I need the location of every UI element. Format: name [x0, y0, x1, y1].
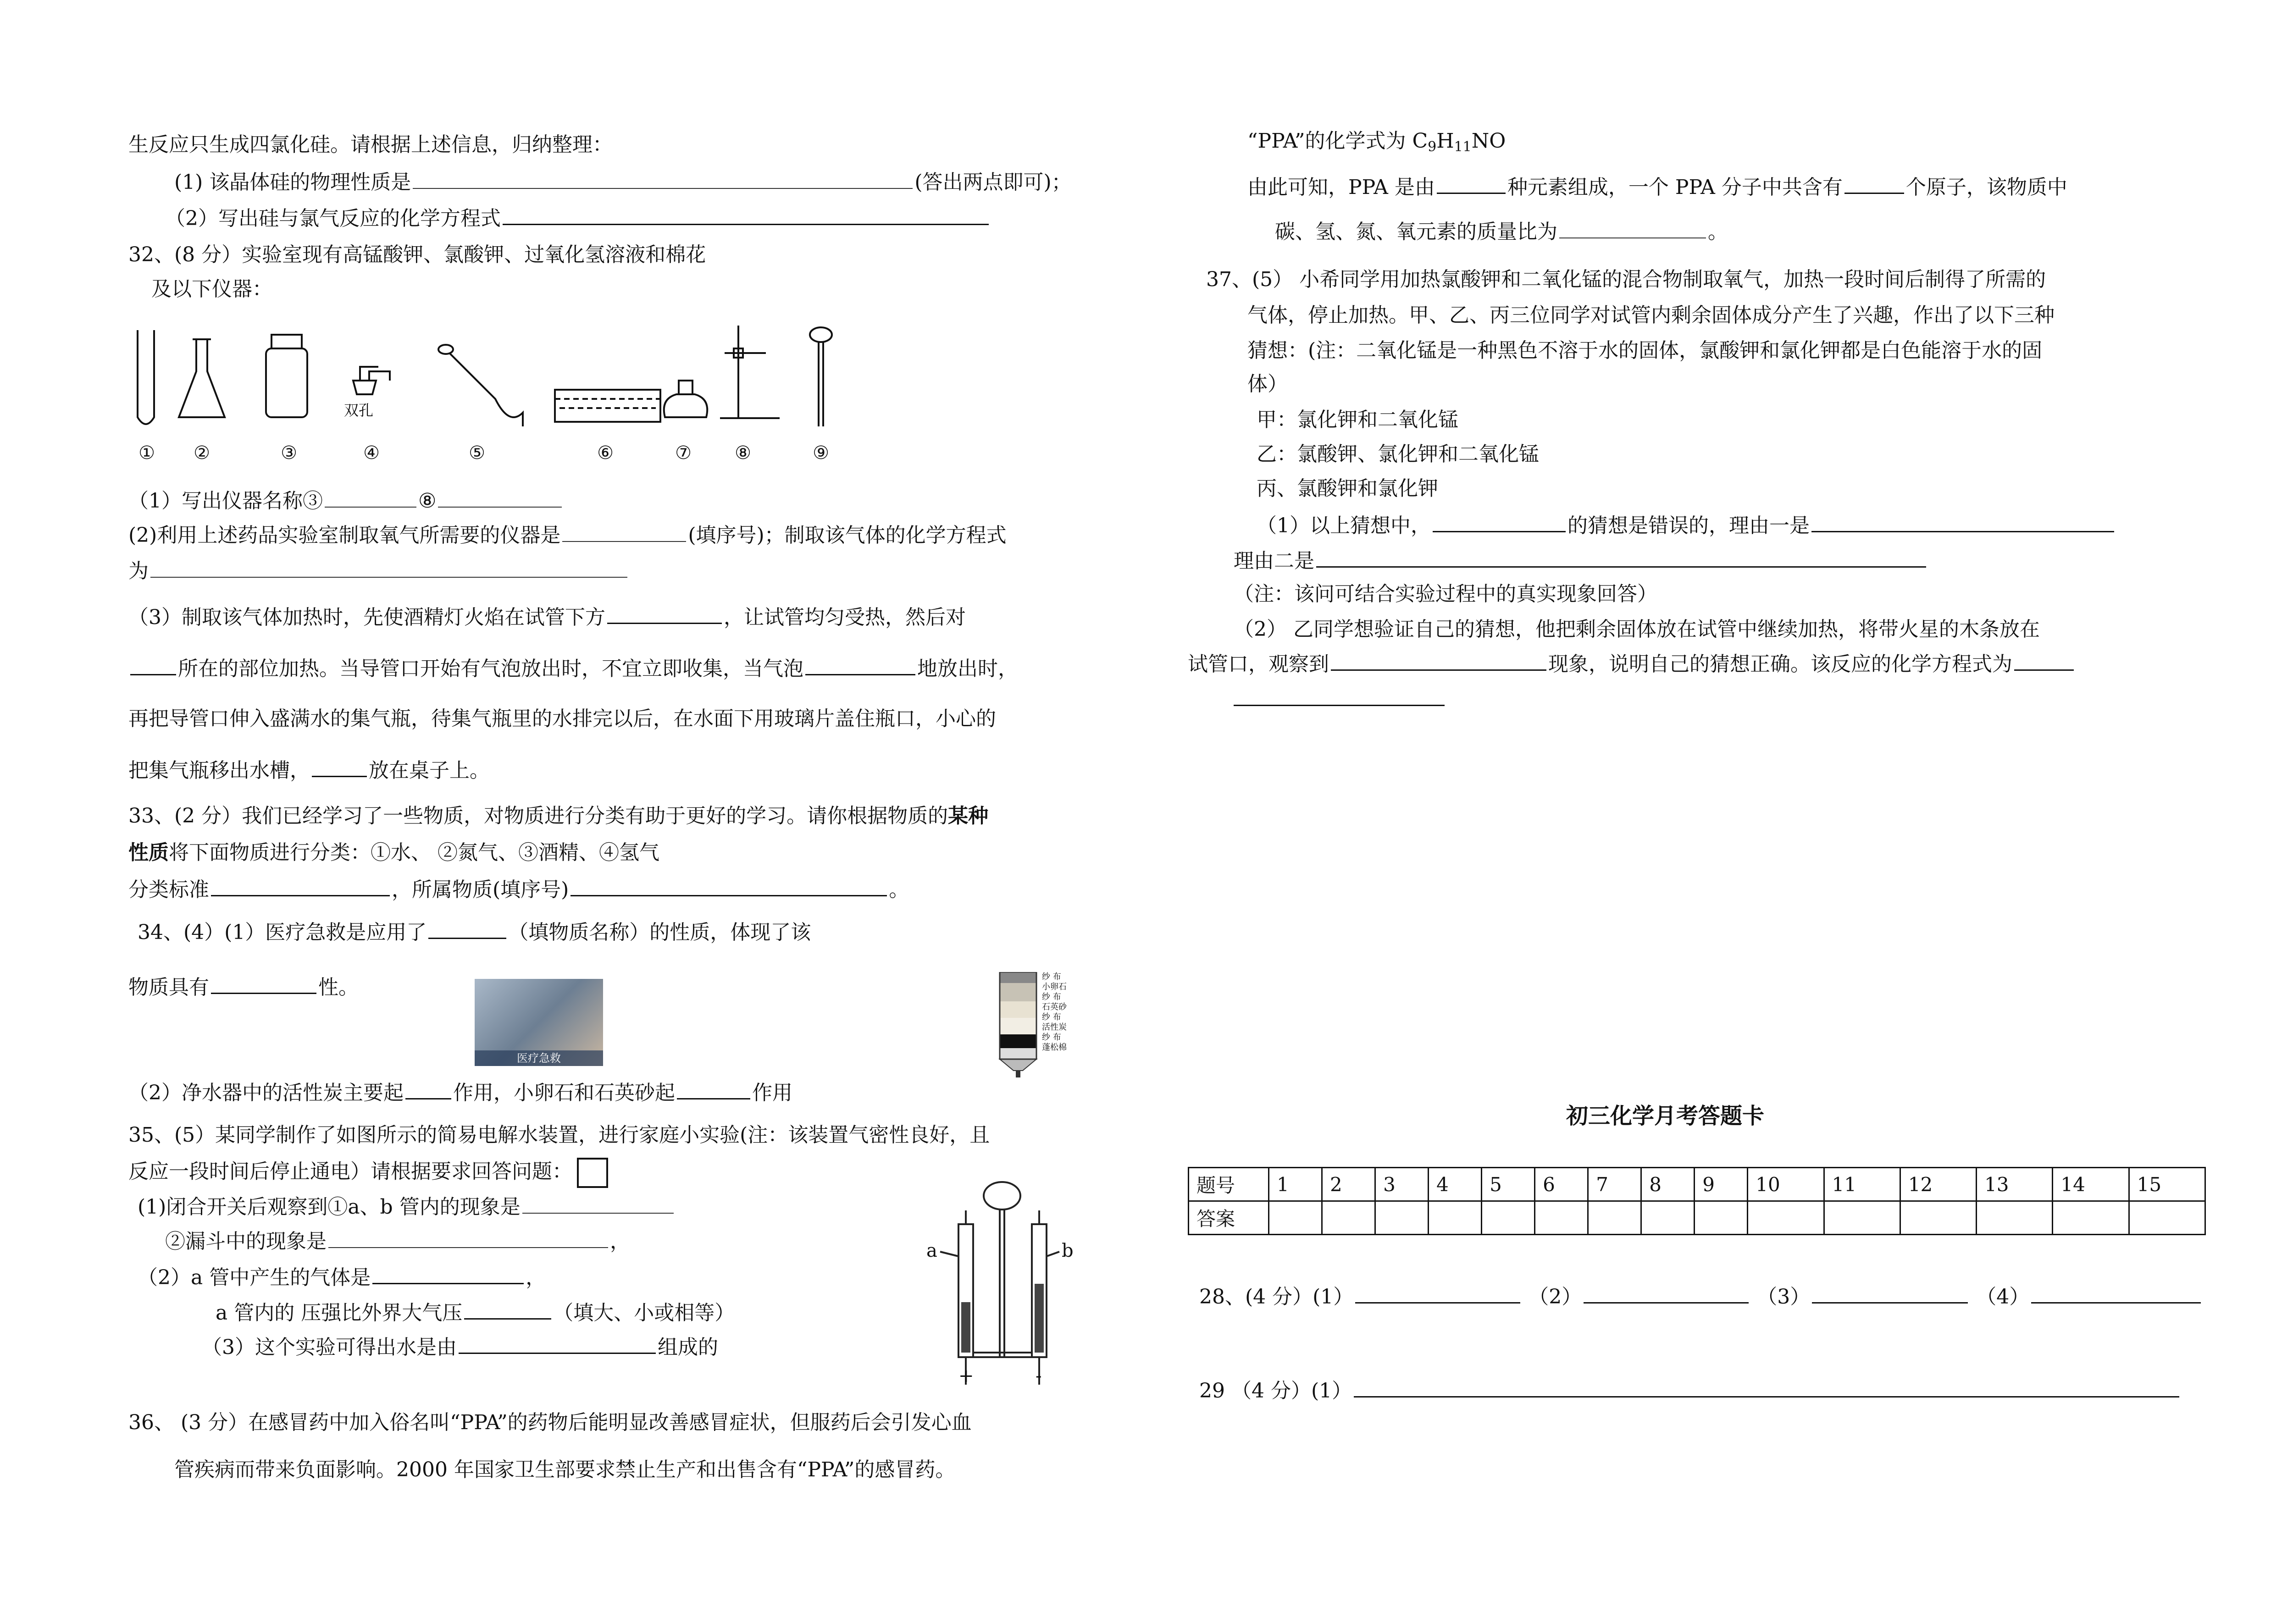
- answer-blank[interactable]: [607, 604, 722, 624]
- q37-2: （2） 乙同学想验证自己的猜想，他把剩余固体放在试管中继续加热，将带火星的木条放在: [1234, 618, 2040, 641]
- q37-1: （1）以上猜想中， 的猜想是错误的，理由一是: [1257, 513, 2116, 539]
- answer-blank[interactable]: [1354, 1378, 2179, 1398]
- instrument-label: ⑥: [597, 442, 614, 464]
- answer-blank[interactable]: [1234, 686, 1445, 706]
- q33-answer: 分类标准 ，所属物质(填序号) 。: [128, 877, 909, 903]
- answer-cell[interactable]: [1824, 1201, 1900, 1235]
- q33: 33、(2 分）我们已经学习了一些物质，对物质进行分类有助于更好的学习。请你根据物质的某种: [128, 804, 989, 828]
- table-cell: 15: [2129, 1168, 2205, 1201]
- table-cell: 6: [1535, 1168, 1588, 1201]
- answer-cell[interactable]: [1641, 1201, 1695, 1235]
- q32-stem: 32、(8 分）实验室现有高锰酸钾、氯酸钾、过氧化氢溶液和棉花: [128, 243, 706, 266]
- table-cell: 13: [1977, 1168, 2053, 1201]
- q32-1: （1）写出仪器名称③ ⑧: [128, 488, 564, 514]
- answer-cell[interactable]: [1695, 1201, 1748, 1235]
- table-cell: 14: [2053, 1168, 2129, 1201]
- answer-blank[interactable]: [805, 656, 915, 675]
- answer-blank[interactable]: [413, 170, 913, 189]
- instrument-label: ⑨: [813, 442, 829, 464]
- medical-rescue-photo: [475, 979, 603, 1066]
- guess-jia: 甲：氯化钾和二氧化锰: [1257, 408, 1458, 431]
- instrument-label: ①: [138, 442, 155, 464]
- positive-terminal-label: +: [958, 1365, 974, 1386]
- tube-b-label: b: [1062, 1240, 1074, 1261]
- conical-flask-icon: [179, 339, 225, 417]
- q31-1: (1) 该晶体硅的物理性质是 (答出两点即可)；: [174, 171, 1072, 194]
- answer-blank[interactable]: [325, 488, 416, 508]
- instrument-label: ⑦: [675, 442, 692, 464]
- water-filter-drawing: [991, 972, 1046, 1077]
- q36: 36、 (3 分）在感冒药中加入俗名叫“PPA”的药物后能明显改善感冒症状，但服药后会引发心血: [128, 1411, 972, 1434]
- answer-blank[interactable]: [211, 974, 316, 994]
- instrument-label: ③: [281, 442, 297, 464]
- table-row: [1189, 1168, 2205, 1201]
- answer-blank[interactable]: [2031, 1284, 2201, 1304]
- answer-blank[interactable]: [130, 656, 176, 675]
- electrolysis-figure: [908, 1174, 1091, 1389]
- answer-blank[interactable]: [1433, 513, 1566, 532]
- delivery-tube-icon: [449, 353, 523, 426]
- intro-line: 生反应只生成四氯化硅。请根据上述信息，归纳整理：: [128, 133, 613, 156]
- answer-cell[interactable]: [1535, 1201, 1588, 1235]
- answer-cell[interactable]: [1482, 1201, 1535, 1235]
- answer-blank[interactable]: [1559, 219, 1706, 238]
- table-cell: 2: [1322, 1168, 1375, 1201]
- q35-3: （3）这个实验可得出水是由 组成的: [202, 1334, 718, 1360]
- answer-cell[interactable]: [2053, 1201, 2129, 1235]
- tube-a-label: a: [926, 1240, 937, 1261]
- q35-cont: 反应一段时间后停止通电）请根据要求回答问题：: [128, 1158, 608, 1188]
- instrument-label: ④: [363, 442, 380, 464]
- answer-blank[interactable]: [328, 1229, 608, 1248]
- left-column: [128, 0, 1151, 1624]
- q37: 37、(5） 小希同学用加热氯酸钾和二氧化锰的混合物制取氧气，加热一段时间后制得了所需的: [1206, 268, 2046, 291]
- ppa-formula: “PPA”的化学式为 $C_9H_{11}NO$: [1247, 129, 1506, 155]
- photo-caption: 医疗急救: [475, 1050, 603, 1066]
- answer-cell[interactable]: [1429, 1201, 1482, 1235]
- answer-blank[interactable]: [405, 1080, 451, 1099]
- q32-3-cont3: 把集气瓶移出水槽， 放在桌子上。: [128, 757, 490, 784]
- answer-cell[interactable]: [1269, 1201, 1322, 1235]
- answer-blank[interactable]: [677, 1080, 750, 1099]
- q34-cont: 物质具有 性。: [128, 974, 359, 1000]
- q37-2-cont2: [1234, 686, 1445, 713]
- q32-3: （3）制取该气体加热时，先使酒精灯火焰在试管下方 ，让试管均匀受热，然后对: [128, 604, 966, 630]
- answer-blank[interactable]: [1584, 1284, 1749, 1304]
- q32-3-cont2: 再把导管口伸入盛满水的集气瓶，待集气瓶里的水排完以后，在水面下用玻璃片盖住瓶口，小心的: [128, 707, 996, 730]
- answer-blank[interactable]: [211, 877, 390, 896]
- q35: 35、(5）某同学制作了如图所示的简易电解水装置，进行家庭小实验(注：该装置气密性良好，且: [128, 1123, 990, 1147]
- instruments-figure: [128, 321, 871, 472]
- instrument-label: ⑧: [735, 442, 751, 464]
- q37-2-cont: 试管口，观察到 现象，说明自己的猜想正确。该反应的化学方程式为: [1188, 651, 2076, 677]
- q35-1-cont: ②漏斗中的现象是 ，: [165, 1230, 630, 1253]
- q35-2: （2）a 管中产生的气体是 ，: [138, 1265, 546, 1291]
- answer-blank[interactable]: [1811, 513, 2114, 532]
- answer-blank[interactable]: [372, 1265, 524, 1284]
- q37-cont3: 体）: [1247, 372, 1288, 396]
- table-cell: 3: [1375, 1168, 1429, 1201]
- table-cell: 9: [1695, 1168, 1748, 1201]
- table-cell: 1: [1269, 1168, 1322, 1201]
- q37-cont2: 猜想：(注：二氧化锰是一种黑色不溶于水的固体，氯酸钾和氯化钾都是白色能溶于水的固: [1247, 339, 2043, 362]
- negative-terminal-label: -: [1036, 1365, 1042, 1386]
- table-cell: 8: [1641, 1168, 1695, 1201]
- table-cell: 12: [1900, 1168, 1976, 1201]
- q35-1: (1)闭合开关后观察到①a、b 管内的现象是: [138, 1194, 676, 1220]
- q37-note: （注：该问可结合实验过程中的真实现象回答）: [1234, 582, 1657, 606]
- water-trough-icon: [555, 390, 660, 422]
- answer-29: 29 （4 分）(1）: [1199, 1378, 2181, 1404]
- q32-stem-2: 及以下仪器：: [151, 277, 272, 301]
- q37-1-cont: 理由二是: [1234, 548, 1928, 574]
- answer-blank[interactable]: [562, 523, 686, 542]
- answer-cell[interactable]: [1322, 1201, 1375, 1235]
- answer-cell[interactable]: [1900, 1201, 1976, 1235]
- q31-2: （2）写出硅与氯气反应的化学方程式: [165, 205, 991, 232]
- empty-box: [577, 1158, 608, 1188]
- q32-2: (2)利用上述药品实验室制取氧气所需要的仪器是 (填序号)；制取该气体的化学方程式: [128, 524, 1007, 547]
- answer-blank[interactable]: [1316, 548, 1926, 568]
- instrument-label: ②: [194, 442, 210, 464]
- table-cell: 5: [1482, 1168, 1535, 1201]
- answer-blank[interactable]: [428, 919, 506, 939]
- thistle-funnel-icon: [810, 327, 832, 342]
- water-filter-figure: [991, 972, 1110, 1077]
- answer-blank[interactable]: [1844, 174, 1904, 194]
- electrolysis-drawing: [908, 1174, 1091, 1389]
- answer-table: [1188, 1167, 2206, 1235]
- table-cell: 7: [1588, 1168, 1641, 1201]
- answer-blank[interactable]: [1437, 174, 1506, 194]
- answer-blank[interactable]: [150, 558, 627, 578]
- q32-3-cont: 所在的部位加热。当导管口开始有气泡放出时，不宜立即收集，当气泡 地放出时，: [128, 656, 1018, 682]
- answer-28: 28、(4 分）(1） （2） （3） （4）: [1199, 1284, 2203, 1310]
- test-tube-icon: [138, 330, 154, 424]
- answer-blank[interactable]: [459, 1334, 656, 1354]
- answer-blank[interactable]: [464, 1300, 551, 1320]
- q37-cont: 气体，停止加热。甲、乙、丙三位同学对试管内剩余固体成分产生了兴趣，作出了以下三种: [1247, 304, 2055, 327]
- answer-blank[interactable]: [1355, 1284, 1520, 1304]
- answer-cell[interactable]: [1588, 1201, 1641, 1235]
- instrument-label: ⑤: [469, 442, 485, 464]
- q32-2-cont: 为: [128, 558, 629, 584]
- answer-blank[interactable]: [522, 1194, 674, 1214]
- q36-1: 由此可知，PPA 是由 种元素组成，一个 PPA 分子中共含有 个原子，该物质中: [1247, 174, 2067, 200]
- q34: 34、(4）(1）医疗急救是应用了 （填物质名称）的性质，体现了该: [138, 919, 811, 945]
- answer-blank[interactable]: [438, 488, 562, 508]
- stopper-icon: [353, 381, 376, 394]
- answer-card-title: 初三化学月考答题卡: [1566, 1103, 1765, 1129]
- table-cell: 题号: [1189, 1168, 1269, 1201]
- q33-cont: 性质将下面物质进行分类：①水、 ②氮气、③酒精、④氢气: [128, 841, 659, 864]
- guess-yi: 乙：氯酸钾、氯化钾和二氧化锰: [1257, 442, 1539, 466]
- answer-cell[interactable]: [1748, 1201, 1824, 1235]
- q34-2: （2）净水器中的活性炭主要起 作用，小卵石和石英砂起 作用: [128, 1080, 792, 1106]
- answer-cell[interactable]: [1375, 1201, 1429, 1235]
- alcohol-lamp-icon: [664, 394, 707, 417]
- guess-bing: 丙、氯酸钾和氯化钾: [1257, 477, 1438, 500]
- answer-blank[interactable]: [1812, 1284, 1968, 1304]
- q36-2: 碳、氢、氮、氧元素的质量比为 。: [1275, 220, 1728, 243]
- answer-cell[interactable]: [1977, 1201, 2053, 1235]
- answer-blank[interactable]: [570, 877, 887, 896]
- answer-blank[interactable]: [1331, 651, 1546, 671]
- table-cell: 答案: [1189, 1201, 1269, 1235]
- filter-layer-labels: 纱 布 小卵石 纱 布 石英砂 纱 布 活性炭 纱 布 蓬松棉: [1042, 972, 1067, 1052]
- q35-2-cont: a 管内的 压强比外界大气压 （填大、小或相等）: [216, 1300, 735, 1326]
- gas-jar-icon: [266, 348, 307, 417]
- table-cell: 4: [1429, 1168, 1482, 1201]
- answer-cell[interactable]: [2129, 1201, 2205, 1235]
- double-hole-label: 双孔: [344, 402, 374, 419]
- right-column: [1188, 0, 2210, 1624]
- answer-blank[interactable]: [503, 205, 989, 225]
- table-cell: 11: [1824, 1168, 1900, 1201]
- table-row: [1189, 1201, 2205, 1235]
- answer-blank[interactable]: [2014, 651, 2074, 671]
- q36-cont: 管疾病而带来负面影响。2000 年国家卫生部要求禁止生产和出售含有“PPA”的感冒药。: [174, 1458, 956, 1481]
- answer-blank[interactable]: [312, 757, 367, 777]
- table-cell: 10: [1748, 1168, 1824, 1201]
